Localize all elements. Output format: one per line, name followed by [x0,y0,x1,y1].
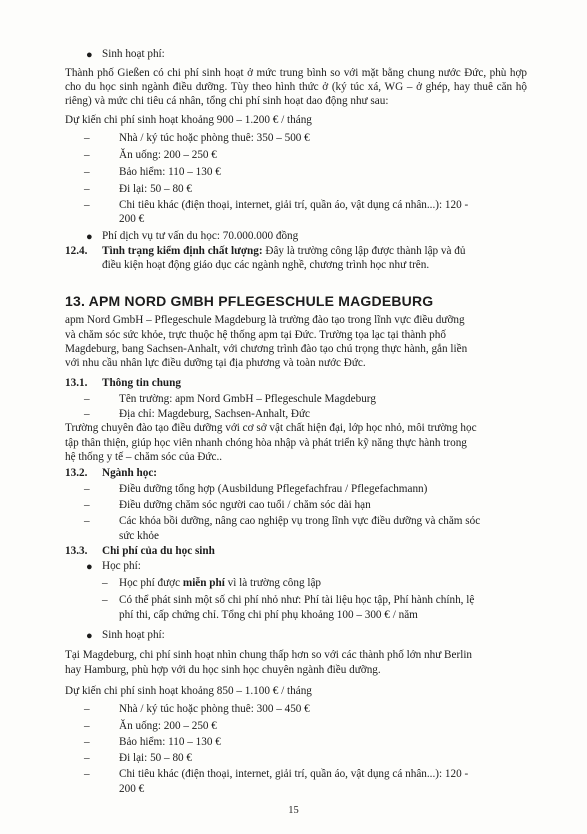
intro-line-1: apm Nord GmbH – Pflegeschule Magdeburg là trường đào tạo trong lĩnh vực điều dưỡng [65,314,465,326]
magdeburg-item-insurance: Bảo hiểm: 110 – 130 € [119,736,221,748]
giessen-item-housing: Nhà / ký túc hoặc phòng thuê: 350 – 500 € [119,132,310,144]
school-name: Tên trường: apm Nord GmbH – Pflegeschule Magdeburg [119,393,376,405]
section-13-1-number: 13.1. [65,377,88,389]
section-13-1-title: Thông tin chung [102,377,181,389]
tuition-label: Học phí: [102,560,141,572]
service-fee: Phí dịch vụ tư vấn du học: 70.000.000 đồng [102,230,299,242]
section-13-2-number: 13.2. [65,467,88,479]
magdeburg-living-line-2: hay Hamburg, phù hợp với du học sinh học chuyên ngành điều dưỡng. [65,664,381,676]
s1-para-line-1: Trường chuyên đào tạo điều dưỡng với cơ sở vật chất hiện đại, lớp học nhỏ, môi trường học [65,422,477,434]
intro-line-3: Magdeburg, bang Sachsen-Anhalt, với chương trình đào tạo chú trọng thực hành, gắn liền [65,343,468,355]
section-13-3-number: 13.3. [65,545,88,557]
giessen-estimate: Dự kiến chi phí sinh hoạt khoảng 900 – 1.200 € / tháng [65,114,312,126]
living-label: Sinh hoạt phí: [102,629,165,641]
tuition-free: Học phí được miễn phí vì là trường công lập [119,577,322,589]
program-elderly-care: Điều dưỡng chăm sóc người cao tuổi / chăm sóc dài hạn [119,499,371,511]
magdeburg-item-other: Chi tiêu khác (điện thoại, internet, giải trí, quần áo, vật dụng cá nhân...): 120 - [119,768,469,780]
s1-para-line-3: hệ thống y tế – chăm sóc của Đức.. [65,451,223,463]
document-page: ● Sinh hoạt phí: Thành phố Gießen có chi phí sinh hoạt ở mức trung bình so với mặt bằng chung nước Đức, phù hợp cho du học sinh ngành điều dưỡng. Tùy theo hình thức ở (ký túc xá, WG – ở ghép, hay thuê căn hộ riêng) và mức chi tiêu cá nhân, tổng chi phí sinh hoạt dao động như sau: Dự kiến chi phí sinh hoạt khoảng 900 – 1.200 € / tháng – Nhà / ký túc hoặc phòng thuê: 350 – 500 € – Ăn uống: 200 – 250 € – Bảo hiểm: 110 – 130 € – Đi lại: 50 – 80 € – Chi tiêu khác (điện thoại, internet, giải trí, quần áo, vật dụng cá nhân...): 120 - 200 € ● Phí dịch vụ tư vấn du học: 70.000.000 đồng 12.4. Tình trạng kiểm định chất lượng: Đây là trường công lập được thành lập và đủ điều kiện hoạt động giáo dục các ngành nghề, chương trình học như trên. 13. APM NORD GMBH PFLEGESCHULE MAGDEBURG apm Nord GmbH – Pflegeschule Magdeburg là trường đào tạo trong lĩnh vực điều dưỡng và chăm sóc sức khỏe, trực thuộc hệ thống apm tại Đức. Trường tọa lạc tại thành phố Magdeburg, bang Sachsen-Anhalt, với chương trình đào tạo chú trọng thực hành, gắn liền với nhu cầu nhân lực điều dưỡng tại địa phương và toàn nước Đức. 13.1. Thông tin chung – Tên trường: apm Nord GmbH – Pflegeschule Magdeburg – Địa chỉ: Magdeburg, Sachsen-Anhalt, Đức Trường chuyên đào tạo điều dưỡng với cơ sở vật chất hiện đại, lớp học nhỏ, môi trường học tập thân thiện, giúp học viên nhanh chóng hòa nhập và phát triển kỹ năng thực hành trong hệ thống y tế – chăm sóc của Đức.. 13.2. Ngành học: – Điều dưỡng tổng hợp (Ausbildung Pflegefachfrau / Pflegefachmann) – Điều dưỡng chăm sóc người cao tuổi / chăm sóc dài hạn – Các khóa bồi dưỡng, nâng cao nghiệp vụ trong lĩnh vực điều dưỡng và chăm sóc sức khỏe 13.3. Chi phí của du học sinh ● Học phí: – Học phí được miễn phí vì là trường công lập – Có thể phát sinh một số chi phí nhỏ như: Phí tài liệu học tập, Phí hành chính, lệ phí thi, cấp chứng chỉ. Tổng chi phí phụ khoảng 100 – 300 € / năm ● Sinh hoạt phí: Tại Magdeburg, chi phí sinh hoạt nhìn chung thấp hơn so với các thành phố lớn như Berlin hay Hamburg, phù hợp với du học sinh học chuyên ngành điều dưỡng. Dự kiến chi phí sinh hoạt khoảng 850 – 1.100 € / tháng – Nhà / ký túc hoặc phòng thuê: 300 – 450 € – Ăn uống: 200 – 250 € – Bảo hiểm: 110 – 130 € – Đi lại: 50 – 80 € – Chi tiêu khác (điện thoại, internet, giải trí, quần áo, vật dụng cá nhân...): 120 - 200 € 15 [0,0,587,834]
section-12-4-line1: Tình trạng kiểm định chất lượng: Đây là trường công lập được thành lập và đủ [102,245,466,257]
bullet-living-cost: Sinh hoạt phí: [102,48,165,60]
giessen-item-transport: Đi lại: 50 – 80 € [119,183,193,195]
bullet-dot: ● [86,49,93,61]
tuition-extra-fees: Có thể phát sinh một số chi phí nhỏ như: Phí tài liệu học tập, Phí hành chính, lệ [119,594,475,606]
s1-para-line-2: tập thân thiện, giúp học viên nhanh chóng hòa nhập và phát triển kỹ năng thực hành trong [65,437,467,449]
giessen-item-food: Ăn uống: 200 – 250 € [119,149,217,161]
magdeburg-item-transport: Đi lại: 50 – 80 € [119,752,193,764]
section-13-3-title: Chi phí của du học sinh [102,545,215,557]
giessen-item-other: Chi tiêu khác (điện thoại, internet, giải trí, quần áo, vật dụng cá nhân...): 120 - [119,199,469,211]
page-number: 15 [288,805,299,816]
program-advanced-courses-cont: sức khỏe [119,530,159,542]
intro-line-2: và chăm sóc sức khỏe, trực thuộc hệ thống apm tại Đức. Trường tọa lạc tại thành phố [65,329,446,341]
magdeburg-living-line-1: Tại Magdeburg, chi phí sinh hoạt nhìn chung thấp hơn so với các thành phố lớn như Berlin [65,649,473,661]
program-general-nursing: Điều dưỡng tổng hợp (Ausbildung Pflegefachfrau / Pflegefachmann) [119,483,428,495]
tuition-extra-fees-cont: phí thi, cấp chứng chỉ. Tổng chi phí phụ khoảng 100 – 300 € / năm [119,609,418,621]
magdeburg-item-other-cont: 200 € [119,783,145,795]
section-13-2-title: Ngành học: [102,467,158,479]
giessen-item-insurance: Bảo hiểm: 110 – 130 € [119,166,221,178]
giessen-item-other-cont: 200 € [119,213,145,225]
magdeburg-item-food: Ăn uống: 200 – 250 € [119,720,217,732]
magdeburg-item-housing: Nhà / ký túc hoặc phòng thuê: 300 – 450 € [119,703,310,715]
magdeburg-estimate: Dự kiến chi phí sinh hoạt khoảng 850 – 1.100 € / tháng [65,685,312,697]
giessen-living-paragraph: Thành phố Gießen có chi phí sinh hoạt ở mức trung bình so với mặt bằng chung nước Đức, phù hợp cho du học sinh ngành điều dưỡng. Tùy theo hình thức ở (ký túc xá, WG – ở ghép, hay thuê căn hộ riêng) và mức chi tiêu cá nhân, tổng chi phí sinh hoạt dao động như sau: [65,67,527,108]
school-address: Địa chỉ: Magdeburg, Sachsen-Anhalt, Đức [119,408,311,420]
section-13-heading: 13. APM NORD GMBH PFLEGESCHULE MAGDEBURG [65,293,434,309]
section-12-4-number: 12.4. [65,245,88,257]
intro-line-4: với nhu cầu nhân lực điều dưỡng tại địa phương và toàn nước Đức. [65,357,366,369]
section-12-4-line2: điều kiện hoạt động giáo dục các ngành nghề, chương trình học như trên. [102,259,430,271]
program-advanced-courses: Các khóa bồi dưỡng, nâng cao nghiệp vụ trong lĩnh vực điều dưỡng và chăm sóc [119,515,481,527]
